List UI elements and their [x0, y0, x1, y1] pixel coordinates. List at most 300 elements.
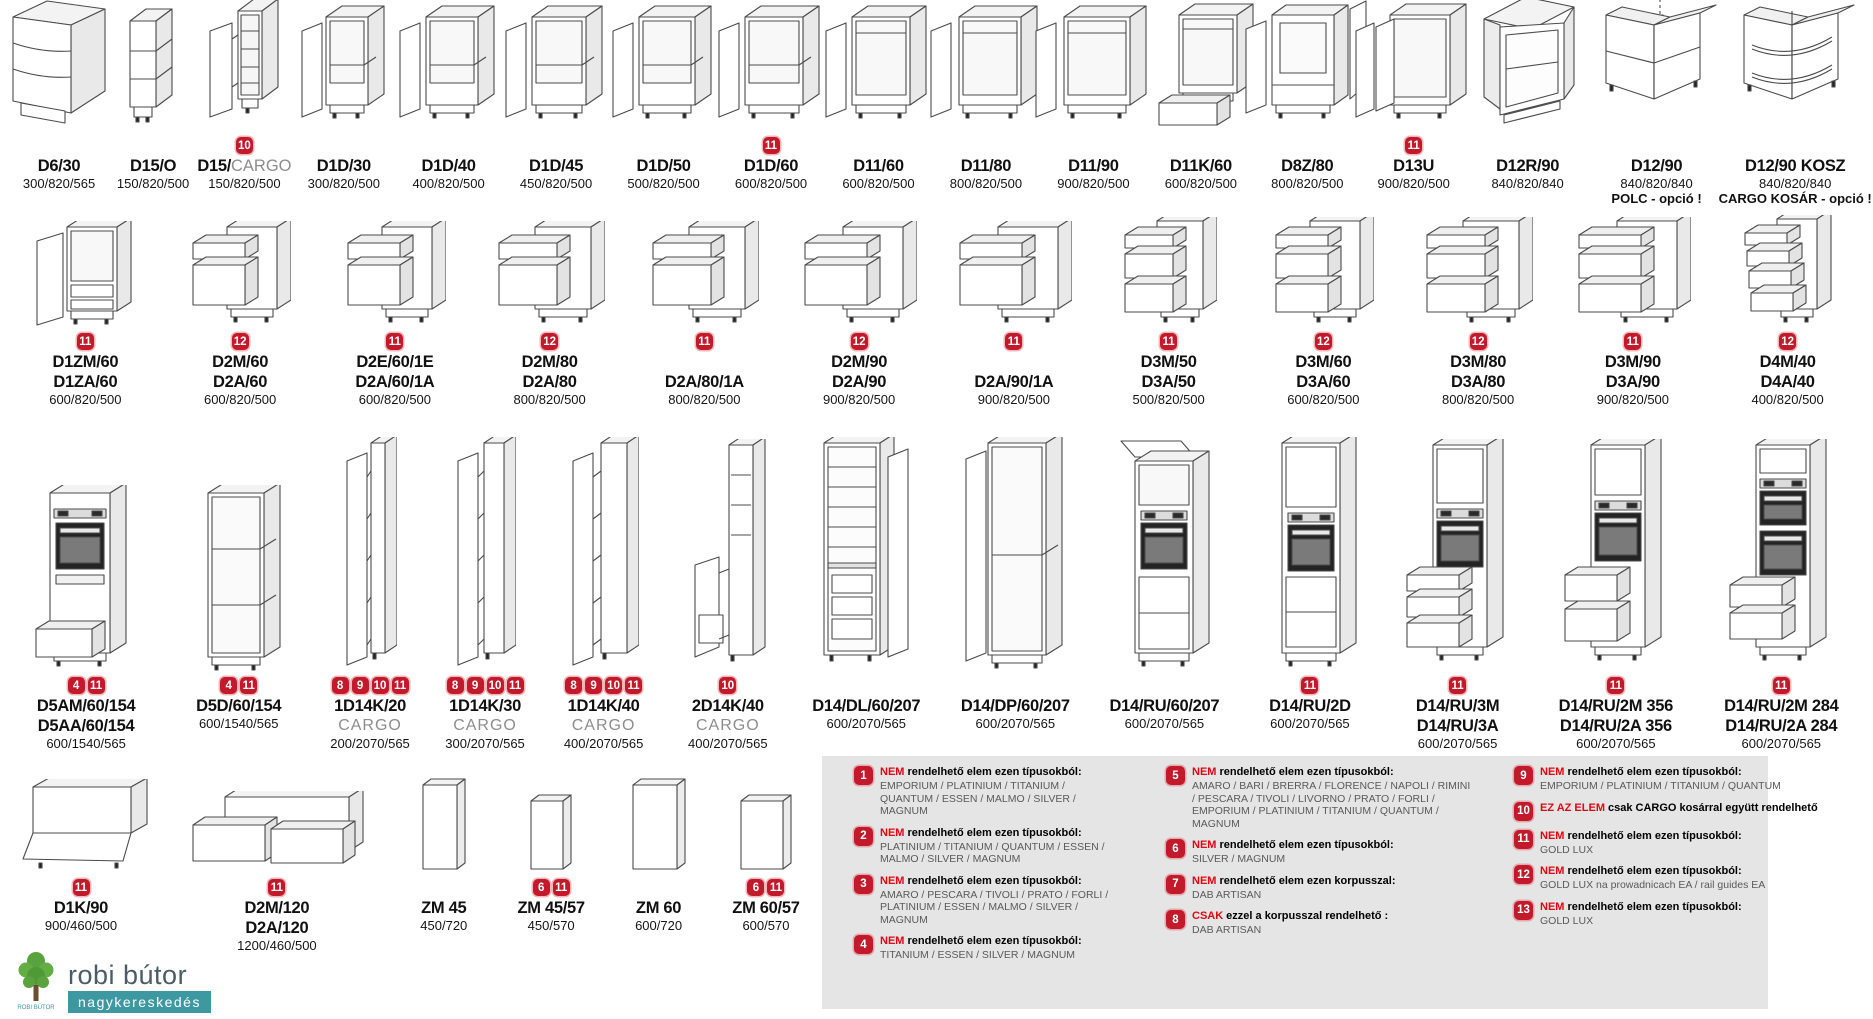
open-shelf-cabinet-icon — [124, 0, 182, 133]
panel-60-icon — [625, 775, 693, 875]
product-code-text: D1D/45 — [528, 157, 584, 175]
note-badges — [1779, 332, 1796, 351]
legend-note-badge: 12 — [1514, 865, 1533, 884]
product-label — [1269, 696, 1351, 756]
product-1d14k-30 — [427, 437, 543, 756]
flip-door-cabinet-icon — [11, 779, 151, 875]
legend-note-text — [880, 766, 1110, 818]
product-option-note: CARGO KOSÁR - opció ! — [1718, 191, 1872, 206]
product-code — [1724, 696, 1838, 716]
product-label — [812, 696, 920, 756]
product-code — [1751, 352, 1823, 372]
product-code-text: D14/RU/3M — [1415, 697, 1500, 715]
note-badge: 12 — [851, 333, 868, 350]
product-code — [842, 156, 914, 176]
product-dimensions: 600/2070/565 — [1576, 736, 1656, 751]
tall-oven-drawers3-cabinet-icon — [1405, 439, 1511, 673]
legend-column-2 — [1166, 766, 1476, 946]
product-d1d-45 — [502, 0, 609, 208]
product-code-2: D2A/80 — [522, 373, 577, 391]
bottom-section — [0, 756, 1873, 1019]
note-badge: 11 — [1607, 677, 1624, 694]
product-code-text: D15/O — [129, 157, 177, 175]
product-code-2: D2A/60/1A — [355, 373, 435, 391]
tall-shelf-cabinet-icon — [188, 485, 290, 673]
drawers3-cabinet-90-icon — [1575, 217, 1691, 329]
product-label — [1132, 352, 1204, 408]
product-d1zm-60 — [8, 221, 163, 408]
note-badge: 9 — [467, 677, 484, 694]
legend-note-lead: NEM — [1192, 839, 1217, 851]
product-code-text: D1ZM/60 — [52, 353, 119, 371]
product-d14-ru-2d — [1239, 437, 1381, 756]
product-d2a-80-1a — [627, 221, 782, 408]
legend-note-header — [1540, 766, 1781, 779]
product-dimensions: 600/1540/565 — [46, 736, 126, 751]
product-code — [1719, 156, 1872, 176]
legend-note-header-text: rendelhető elem ezen típusokból: — [1567, 829, 1742, 842]
product-code-2: D14/RU/3A — [1416, 717, 1499, 735]
legend-note-badge: 2 — [854, 827, 873, 846]
product-dimensions: 600/2070/565 — [1124, 716, 1205, 731]
frame-two-door-cabinet-icon — [1244, 0, 1370, 133]
note-badge: 11 — [392, 677, 409, 694]
product-label — [37, 696, 136, 756]
product-code-text: D14/RU/2M 284 — [1724, 697, 1839, 715]
product-d11-90 — [1040, 0, 1147, 208]
note-badge: 11 — [1160, 333, 1177, 350]
legend-note-header-text: rendelhető elem ezen típusokból: — [1567, 900, 1742, 913]
legend-note-badge: 6 — [1166, 839, 1185, 858]
product-label — [961, 696, 1070, 756]
note-badge: 11 — [767, 879, 784, 896]
product-label — [564, 696, 644, 756]
product-code — [330, 696, 410, 716]
legend-note-badge: 8 — [1166, 910, 1185, 929]
product-label — [117, 156, 189, 208]
legend-note-lead: NEM — [1192, 874, 1217, 887]
product-d12r-90 — [1467, 0, 1587, 208]
product-code-text: D1D/40 — [421, 157, 476, 175]
note-badges — [747, 878, 784, 897]
product-d12-90 — [1588, 0, 1726, 208]
product-d14-ru-3m — [1381, 439, 1534, 756]
legend-note-badge: 9 — [1514, 766, 1533, 785]
product-dimensions: 200/2070/565 — [330, 736, 410, 751]
product-label — [735, 156, 807, 208]
legend-note-header — [880, 766, 1110, 779]
product-dimensions: 900/820/500 — [1596, 392, 1670, 407]
note-badge: 11 — [77, 333, 94, 350]
product-code-2: D14/RU/2A 284 — [1725, 717, 1838, 735]
product-label — [445, 696, 525, 756]
note-badges — [68, 676, 105, 695]
tall-oven-cabinet-icon — [34, 485, 138, 673]
legend-note-text — [1540, 865, 1765, 892]
legend-note-header — [880, 935, 1082, 948]
drawers2-cabinet-120-icon — [189, 791, 365, 875]
sink-drawer-cabinet-icon — [1147, 0, 1255, 133]
legend-note-header — [880, 875, 1110, 888]
product-dimensions: 600/720 — [635, 918, 683, 933]
product-code-text: ZM 60 — [635, 899, 682, 917]
product-label — [1611, 156, 1701, 208]
product-code-text: 2D14K/40 — [691, 697, 764, 715]
product-code-text: 1D14K/40 — [567, 697, 640, 715]
product-dimensions: 450/720 — [420, 918, 468, 933]
note-badge: 12 — [1315, 333, 1332, 350]
note-badges — [236, 136, 253, 155]
product-dimensions: 600/1540/565 — [198, 716, 279, 731]
product-label — [1416, 696, 1500, 756]
drawers3-cabinet-80-icon — [1423, 217, 1533, 329]
product-code — [1165, 156, 1237, 176]
note-badge: 10 — [487, 677, 504, 694]
note-badges — [77, 332, 94, 351]
product-code-text: D4M/40 — [1759, 353, 1816, 371]
note-badges — [1005, 332, 1022, 351]
product-code-2: D1ZA/60 — [53, 373, 118, 391]
legend-note-7 — [1166, 875, 1476, 902]
legend-note-body: GOLD LUX na prowadnicach EA / rail guides EA — [1540, 879, 1766, 891]
product-code-text: D14/DL/60/207 — [812, 697, 921, 715]
drawers4-cabinet-40-icon — [1743, 215, 1833, 329]
product-label — [1751, 352, 1823, 408]
product-code-text: D3M/90 — [1604, 353, 1661, 371]
note-badge: 8 — [565, 677, 582, 694]
legend-note-lead: CSAK — [1192, 910, 1224, 922]
product-d5am-60-154 — [8, 485, 164, 756]
legend-note-lead: NEM — [1540, 865, 1565, 877]
legend-note-text — [1192, 766, 1476, 830]
product-code-text: 1D14K/20 — [334, 697, 406, 715]
note-badge: 9 — [585, 677, 602, 694]
note-badge: 11 — [240, 677, 257, 694]
logo-line1: robi bútor — [68, 960, 188, 990]
note-badge: 11 — [386, 333, 403, 350]
product-code — [735, 156, 807, 176]
product-label — [330, 696, 410, 756]
product-d2m-60 — [163, 221, 318, 408]
corner-L-cabinet-icon — [1590, 0, 1724, 133]
note-badge: 11 — [625, 677, 642, 694]
product-code-text: 1D14K/30 — [449, 697, 521, 715]
product-label — [308, 156, 380, 208]
product-label — [1597, 352, 1669, 408]
product-code-2: D3A/50 — [1141, 373, 1196, 391]
product-code — [1109, 696, 1219, 716]
product-label — [974, 352, 1053, 408]
legend-note-lead: NEM — [880, 826, 905, 839]
product-code-text: D12/90 KOSZ — [1745, 157, 1846, 175]
product-dimensions: 800/820/500 — [949, 176, 1023, 191]
product-code — [812, 696, 920, 716]
note-badges — [719, 676, 736, 695]
product-code — [23, 156, 95, 176]
drawers2-cabinet-60-icon — [344, 221, 446, 329]
product-dimensions: 400/820/500 — [1751, 392, 1824, 407]
legend-note-text — [880, 875, 1110, 927]
legend-column-3 — [1514, 766, 1854, 936]
product-dimensions: 600/2070/565 — [1270, 716, 1350, 731]
legend-note-5 — [1166, 766, 1476, 830]
legend-note-badge: 5 — [1166, 766, 1185, 785]
note-badge: 11 — [1773, 677, 1790, 694]
tree-icon — [12, 949, 60, 1013]
product-d2e-60-1e — [318, 221, 473, 408]
product-dimensions: 840/820/840 — [1491, 176, 1564, 191]
product-dimensions: 600/820/500 — [734, 176, 808, 191]
legend-note-header — [1192, 875, 1396, 888]
product-code-text: D12R/90 — [1496, 157, 1560, 175]
product-code-text: D1D/50 — [636, 157, 691, 175]
product-dimensions: 900/460/500 — [44, 918, 118, 933]
product-code — [1378, 156, 1450, 176]
product-d1d-40 — [395, 0, 502, 208]
legend-note-body: AMARO / PESCARA / TIVOLI / PRATO / FORLI / PLATINIUM / ESSEN / MALMO / SILVER / MAGNUM — [880, 888, 1109, 926]
product-dimensions: 600/570 — [742, 918, 790, 933]
legend-note-text — [1192, 839, 1394, 866]
product-code-text: D15/ — [197, 157, 231, 175]
tall-oven-top-cabinet-icon — [1111, 437, 1217, 673]
product-code-text: D1D/60 — [743, 157, 799, 175]
legend-note-body: PLATINIUM / TITANIUM / QUANTUM / ESSEN / MALMO / SILVER / MAGNUM — [880, 840, 1105, 865]
product-code-text: D3M/50 — [1140, 353, 1197, 371]
product-dimensions: 800/820/500 — [513, 392, 586, 407]
note-badge: 11 — [88, 677, 105, 694]
product-code-2: D2A/120 — [245, 919, 309, 937]
product-d6-30 — [8, 0, 110, 208]
legend-note-header-text: csak CARGO kosárral együtt rendelhető — [1607, 801, 1818, 814]
logo-line2: nagykereskedés — [68, 991, 211, 1013]
product-dimensions: 900/820/500 — [1377, 176, 1450, 191]
row-drawer-cabinets — [0, 208, 1873, 408]
product-code — [308, 156, 380, 176]
product-label — [1719, 156, 1872, 208]
product-d2m-90 — [782, 221, 937, 408]
product-dimensions: 840/820/840 — [1759, 176, 1832, 191]
product-code — [1442, 352, 1514, 372]
tall-cargo-cabinet-30-icon — [454, 437, 516, 673]
note-badges — [1301, 676, 1318, 695]
product-d2m-120 — [169, 791, 384, 953]
product-d1k-90 — [6, 779, 156, 950]
legend-note-badge: 3 — [854, 875, 873, 894]
product-code — [564, 696, 644, 716]
product-dimensions: 500/820/500 — [1132, 392, 1205, 407]
note-badges — [533, 878, 570, 897]
product-code — [950, 156, 1022, 176]
product-d14-ru-60-207 — [1090, 437, 1239, 756]
product-code-text: ZM 45/57 — [517, 899, 585, 917]
panel-45-57-icon — [523, 791, 579, 875]
product-code — [1271, 156, 1343, 176]
product-code-2: D2A/90/1A — [974, 373, 1054, 391]
product-dimensions: 500/820/500 — [627, 176, 700, 191]
door-cabinet-30-icon — [300, 0, 388, 133]
note-badges — [1160, 332, 1177, 351]
product-code-text: D11/60 — [853, 157, 904, 175]
product-d14-ru-2m-284 — [1698, 439, 1866, 756]
note-badges — [232, 332, 249, 351]
product-code — [1132, 352, 1204, 372]
product-dimensions: 300/820/565 — [22, 176, 96, 191]
tall-oven-mid-cabinet-icon — [1258, 437, 1362, 673]
product-dimensions: 450/570 — [527, 918, 575, 933]
product-code-2: D3A/90 — [1605, 373, 1660, 391]
product-code — [45, 898, 117, 918]
legend-note-header-text: ezzel a korpusszal rendelhető : — [1226, 910, 1389, 922]
legend-note-2 — [854, 827, 1110, 866]
product-d8z-80 — [1255, 0, 1360, 208]
product-label — [23, 156, 95, 208]
legend-note-header-text: rendelhető elem ezen típusokból: — [907, 935, 1082, 947]
legend-note-lead: NEM — [880, 874, 905, 887]
product-code-text: D14/DP/60/207 — [960, 697, 1070, 715]
product-d3m-50 — [1091, 217, 1246, 408]
product-code-text: D14/RU/2M 356 — [1558, 697, 1674, 715]
sink-cabinet-60-icon — [824, 0, 932, 133]
product-code-2: D3A/60 — [1296, 373, 1351, 391]
product-code-text: D8Z/80 — [1281, 157, 1334, 175]
product-label — [420, 898, 467, 950]
note-badge: 12 — [232, 333, 249, 350]
note-badges — [1449, 676, 1466, 695]
product-code-light: CARGO — [230, 157, 292, 175]
door-cabinet-40-icon — [398, 0, 500, 133]
corner-open-cabinet-icon — [9, 0, 109, 133]
product-code-text: D5D/60/154 — [196, 697, 282, 715]
legend-note-13 — [1514, 901, 1854, 928]
product-dimensions: 300/2070/565 — [445, 736, 525, 751]
note-badges — [1773, 676, 1790, 695]
note-badge: 8 — [447, 677, 464, 694]
product-zm-45 — [398, 775, 490, 950]
product-1d14k-20 — [313, 437, 427, 756]
product-label — [950, 156, 1022, 208]
note-badge: 11 — [1405, 137, 1422, 154]
corner-diagonal-cabinet-icon — [1472, 0, 1584, 133]
product-dimensions: 600/820/500 — [1164, 176, 1238, 191]
product-dimensions: 800/820/500 — [668, 392, 741, 407]
panel-45-icon — [415, 775, 473, 875]
product-label — [1287, 352, 1359, 408]
product-dimensions: 150/820/500 — [208, 176, 281, 191]
product-label — [1724, 696, 1838, 756]
sink-cabinet-90-icon — [1034, 0, 1152, 133]
product-code-text: D12/90 — [1630, 157, 1683, 175]
note-badges — [332, 676, 409, 695]
product-code — [1287, 352, 1359, 372]
legend-note-text — [1540, 830, 1742, 857]
product-label — [823, 352, 895, 408]
product-d3m-60 — [1246, 217, 1401, 408]
legend-note-text — [1192, 910, 1388, 937]
product-dimensions: 600/820/500 — [49, 392, 122, 407]
product-d14-dl-60-207 — [792, 437, 941, 756]
product-dimensions: 300/820/500 — [307, 176, 380, 191]
note-badges — [541, 332, 558, 351]
legend-note-header-text: rendelhető elem ezen típusokból: — [907, 826, 1082, 839]
legend-note-text — [1540, 766, 1781, 793]
legend-column-1 — [854, 766, 1110, 971]
note-badges — [851, 332, 868, 351]
note-badge: 11 — [1624, 333, 1641, 350]
legend-note-lead: NEM — [1192, 766, 1217, 778]
product-code — [204, 352, 276, 372]
product-label — [237, 898, 317, 953]
product-label — [518, 898, 585, 950]
product-dimensions: 1200/460/500 — [237, 938, 317, 953]
tall-cargo-double-cabinet-icon — [689, 439, 767, 673]
legend-note-header — [1540, 802, 1818, 815]
product-zm-60-57 — [718, 791, 814, 950]
legend-note-body: TITANIUM / ESSEN / SILVER / MAGNUM — [880, 949, 1076, 961]
product-label — [513, 352, 585, 408]
note-badge: 12 — [541, 333, 558, 350]
legend-box — [822, 756, 1818, 1009]
legend-note-3 — [854, 875, 1110, 927]
tall-oven-drawers2-cabinet-icon — [1563, 439, 1669, 673]
legend-note-text — [880, 827, 1110, 866]
door-cabinet-50-icon — [611, 0, 717, 133]
drawers3-cabinet-60-icon — [1272, 217, 1374, 329]
product-d1d-30 — [293, 0, 395, 208]
legend-note-header-text: rendelhető elem ezen típusokból: — [1567, 766, 1742, 778]
legend-note-text — [1192, 875, 1396, 902]
product-dimensions: 800/820/500 — [1271, 176, 1344, 191]
product-code — [117, 156, 189, 176]
logo-text — [68, 961, 211, 1013]
legend-note-body: GOLD LUX — [1540, 914, 1594, 927]
note-badges — [386, 332, 403, 351]
product-code-2: D2A/60 — [213, 373, 268, 391]
product-label — [196, 696, 281, 756]
product-code-text: D1K/90 — [53, 899, 109, 917]
product-label — [1271, 156, 1343, 208]
legend-note-badge: 10 — [1514, 802, 1533, 821]
product-label — [635, 898, 682, 950]
product-d15-o — [110, 0, 196, 208]
product-dimensions: 600/820/500 — [842, 176, 915, 191]
note-badges — [73, 878, 90, 897]
product-d12-90-kosz — [1718, 0, 1872, 208]
product-label — [1559, 696, 1673, 756]
product-d1d-50 — [610, 0, 717, 208]
legend-note-lead: NEM — [880, 935, 905, 947]
product-2d14k-40 — [664, 439, 792, 756]
product-option-note: POLC - opció ! — [1611, 191, 1702, 206]
product-code — [520, 156, 592, 176]
product-code — [1057, 156, 1129, 176]
product-dimensions: 400/820/500 — [412, 176, 485, 191]
product-d13u — [1360, 0, 1467, 208]
product-dimensions: 150/820/500 — [116, 176, 190, 191]
note-badge: 11 — [696, 333, 713, 350]
product-label — [412, 156, 484, 208]
product-code-text: D2M/120 — [244, 899, 310, 917]
note-badges — [1405, 136, 1422, 155]
tall-plain-cabinet-icon — [964, 437, 1066, 673]
product-dimensions: 600/2070/565 — [1417, 736, 1498, 751]
legend-note-header-text: rendelhető elem ezen típusokból: — [1219, 839, 1394, 851]
note-badge: 4 — [220, 677, 237, 694]
row-tall-cabinets — [0, 408, 1873, 756]
product-code — [412, 156, 484, 176]
note-badges — [763, 136, 780, 155]
door-cabinet-45-icon — [504, 0, 608, 133]
legend-note-text — [1540, 901, 1742, 928]
